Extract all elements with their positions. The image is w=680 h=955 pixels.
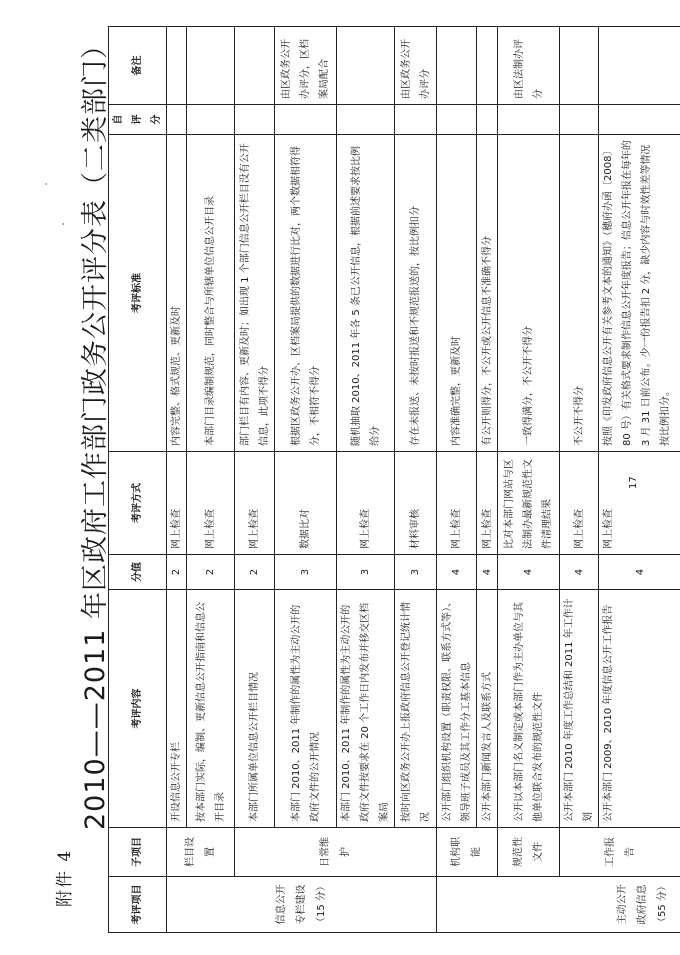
page-title: 2010——2011 年区政府工作部门政务公开评分表（二类部门） — [80, 30, 111, 830]
standard-cell: 随机抽取 2010、2011 年各 5 条已公开信息，根据前述要求按比例给分 — [337, 135, 395, 452]
attachment-label: 附件 4 — [55, 848, 75, 907]
scan-speck — [62, 223, 64, 225]
method-cell: 材料审核 — [395, 452, 437, 555]
score-cell: 2 — [187, 555, 235, 590]
self-score-cell — [167, 105, 187, 135]
method-cell: 比对本部门网站与区法制办最新规范性文件清理结果 — [498, 452, 560, 555]
method-cell: 网上检查 — [337, 452, 395, 555]
header-content: 考评内容 — [109, 590, 167, 828]
subitem-cell: 规范性文件 — [498, 828, 560, 877]
remark-cell — [167, 27, 187, 105]
table-row — [395, 27, 437, 933]
self-score-cell — [235, 105, 275, 135]
self-score-cell — [599, 105, 680, 135]
self-score-cell — [437, 105, 477, 135]
header-score: 分值 — [109, 555, 167, 590]
remark-cell — [187, 27, 235, 105]
score-cell: 4 — [599, 555, 680, 590]
table-row — [235, 27, 275, 933]
content-cell: 本部门 2010、2011 年制作的属性为主动公开的政府文件按要求在 20 个工作日内发布并移交区档案局 — [337, 590, 395, 828]
header-remark: 备注 — [109, 27, 167, 105]
self-score-cell — [275, 105, 337, 135]
scoring-table — [108, 26, 680, 933]
table-row — [477, 27, 498, 933]
content-cell: 公开以本部门名义制定或本部门作为主办单位与其他单位联合发布的规范性文件 — [498, 590, 560, 828]
remark-cell — [337, 27, 395, 105]
remark-cell — [599, 27, 680, 105]
header-method: 考评方式 — [109, 452, 167, 555]
standard-cell: 不公开不得分 — [560, 135, 599, 452]
subitem-cell: 机构职能 — [437, 828, 498, 877]
score-cell: 3 — [337, 555, 395, 590]
page-number: 17 — [628, 476, 639, 489]
score-cell: 3 — [395, 555, 437, 590]
remark-cell: 由区法制办评分 — [498, 27, 560, 105]
table-row — [437, 27, 477, 933]
table-header-row — [109, 27, 167, 933]
score-cell: 4 — [477, 555, 498, 590]
header-category: 考评项目 — [109, 877, 167, 933]
score-cell: 4 — [560, 555, 599, 590]
score-cell: 2 — [235, 555, 275, 590]
self-score-cell — [337, 105, 395, 135]
table-row — [337, 27, 395, 933]
subitem-cell: 日常维护 — [235, 828, 437, 877]
content-cell: 本部门 2010、2011 年制作的属性为主动公开的政府文件的公开情况 — [275, 590, 337, 828]
self-score-cell — [395, 105, 437, 135]
content-cell: 按本部门实际，编制、更新信息公开指南和信息公开目录 — [187, 590, 235, 828]
subitem-cell: 栏目设置 — [167, 828, 235, 877]
standard-cell: 存在未报送、未按时报送和不规范报送的，按比例扣分 — [395, 135, 437, 452]
header-standard: 考评标准 — [109, 135, 167, 452]
standard-cell: 内容完整、格式规范、更新及时 — [167, 135, 187, 452]
table-row — [275, 27, 337, 933]
standard-cell: 一致得满分，不公开不得分 — [498, 135, 560, 452]
table-row — [187, 27, 235, 933]
method-cell: 网上检查 — [437, 452, 477, 555]
method-cell: 网上检查 — [599, 452, 680, 555]
method-cell: 网上检查 — [477, 452, 498, 555]
category-cell: 主动公开政府信息（55 分） — [437, 877, 680, 933]
score-cell: 4 — [498, 555, 560, 590]
header-self-score: 自评分 — [109, 105, 167, 135]
content-cell: 开设信息公开专栏 — [167, 590, 187, 828]
score-cell: 3 — [275, 555, 337, 590]
method-cell: 网上检查 — [235, 452, 275, 555]
standard-cell: 部门栏目有内容、更新及时；如出现 1 个部门信息公开栏目没有公开信息，此项不得分 — [235, 135, 275, 452]
header-subitem: 子项目 — [109, 828, 167, 877]
score-cell: 4 — [437, 555, 477, 590]
self-score-cell — [187, 105, 235, 135]
self-score-cell — [560, 105, 599, 135]
subitem-cell: 工作报告 — [560, 828, 680, 877]
self-score-cell — [498, 105, 560, 135]
score-cell: 2 — [167, 555, 187, 590]
standard-cell: 根据区政务公开办、区档案局提供的数据进行比对，两个数据相符得分，不相符不得分 — [275, 135, 337, 452]
table-row — [167, 27, 187, 933]
content-cell: 公开本部门 2009、2010 年度信息公开工作报告 — [599, 590, 680, 828]
remark-cell: 由区政务公开办评分，区档案局配合 — [275, 27, 337, 105]
table-row — [498, 27, 560, 933]
content-cell: 公开部门组织机构设置（职责权限、联系方式等）、领导班子成员及其工作分工基本信息 — [437, 590, 477, 828]
content-cell: 按时向区政务公开办上报政府信息公开登记统计情况 — [395, 590, 437, 828]
standard-cell: 本部门目录编制规范，同时整合与所辖单位信息公开目录 — [187, 135, 235, 452]
table-row — [560, 27, 599, 933]
standard-cell: 内容准确完整，更新及时 — [437, 135, 477, 452]
table-row — [599, 27, 680, 933]
remark-cell — [437, 27, 477, 105]
method-cell: 网上检查 — [560, 452, 599, 555]
content-cell: 公开本部门新闻发言人及联系方式 — [477, 590, 498, 828]
self-score-cell — [477, 105, 498, 135]
content-cell: 公开本部门 2010 年度工作总结和 2011 年工作计划 — [560, 590, 599, 828]
category-cell: 信息公开专栏建设（15 分） — [167, 877, 437, 933]
method-cell: 网上检查 — [187, 452, 235, 555]
content-cell: 本部门所属单位信息公开栏目情况 — [235, 590, 275, 828]
standard-cell: 按照《印发政府信息公开有关参考文本的通知》（穗府办函〔2008〕80 号）有关格式要求制作信息公开年度报告；信息公开年报在每年的 3 月 31 日前公布。少一份报告扣 2 分，缺少内容与时效性差等情况按比例扣分。 — [599, 135, 680, 452]
method-cell: 数据比对 — [275, 452, 337, 555]
remark-cell — [560, 27, 599, 105]
remark-cell — [477, 27, 498, 105]
standard-cell: 有公开则得分，不公开或公开信息不准确不得分 — [477, 135, 498, 452]
remark-cell — [235, 27, 275, 105]
scan-speck — [45, 183, 47, 185]
method-cell: 网上检查 — [167, 452, 187, 555]
remark-cell: 由区政务公开办评分 — [395, 27, 437, 105]
